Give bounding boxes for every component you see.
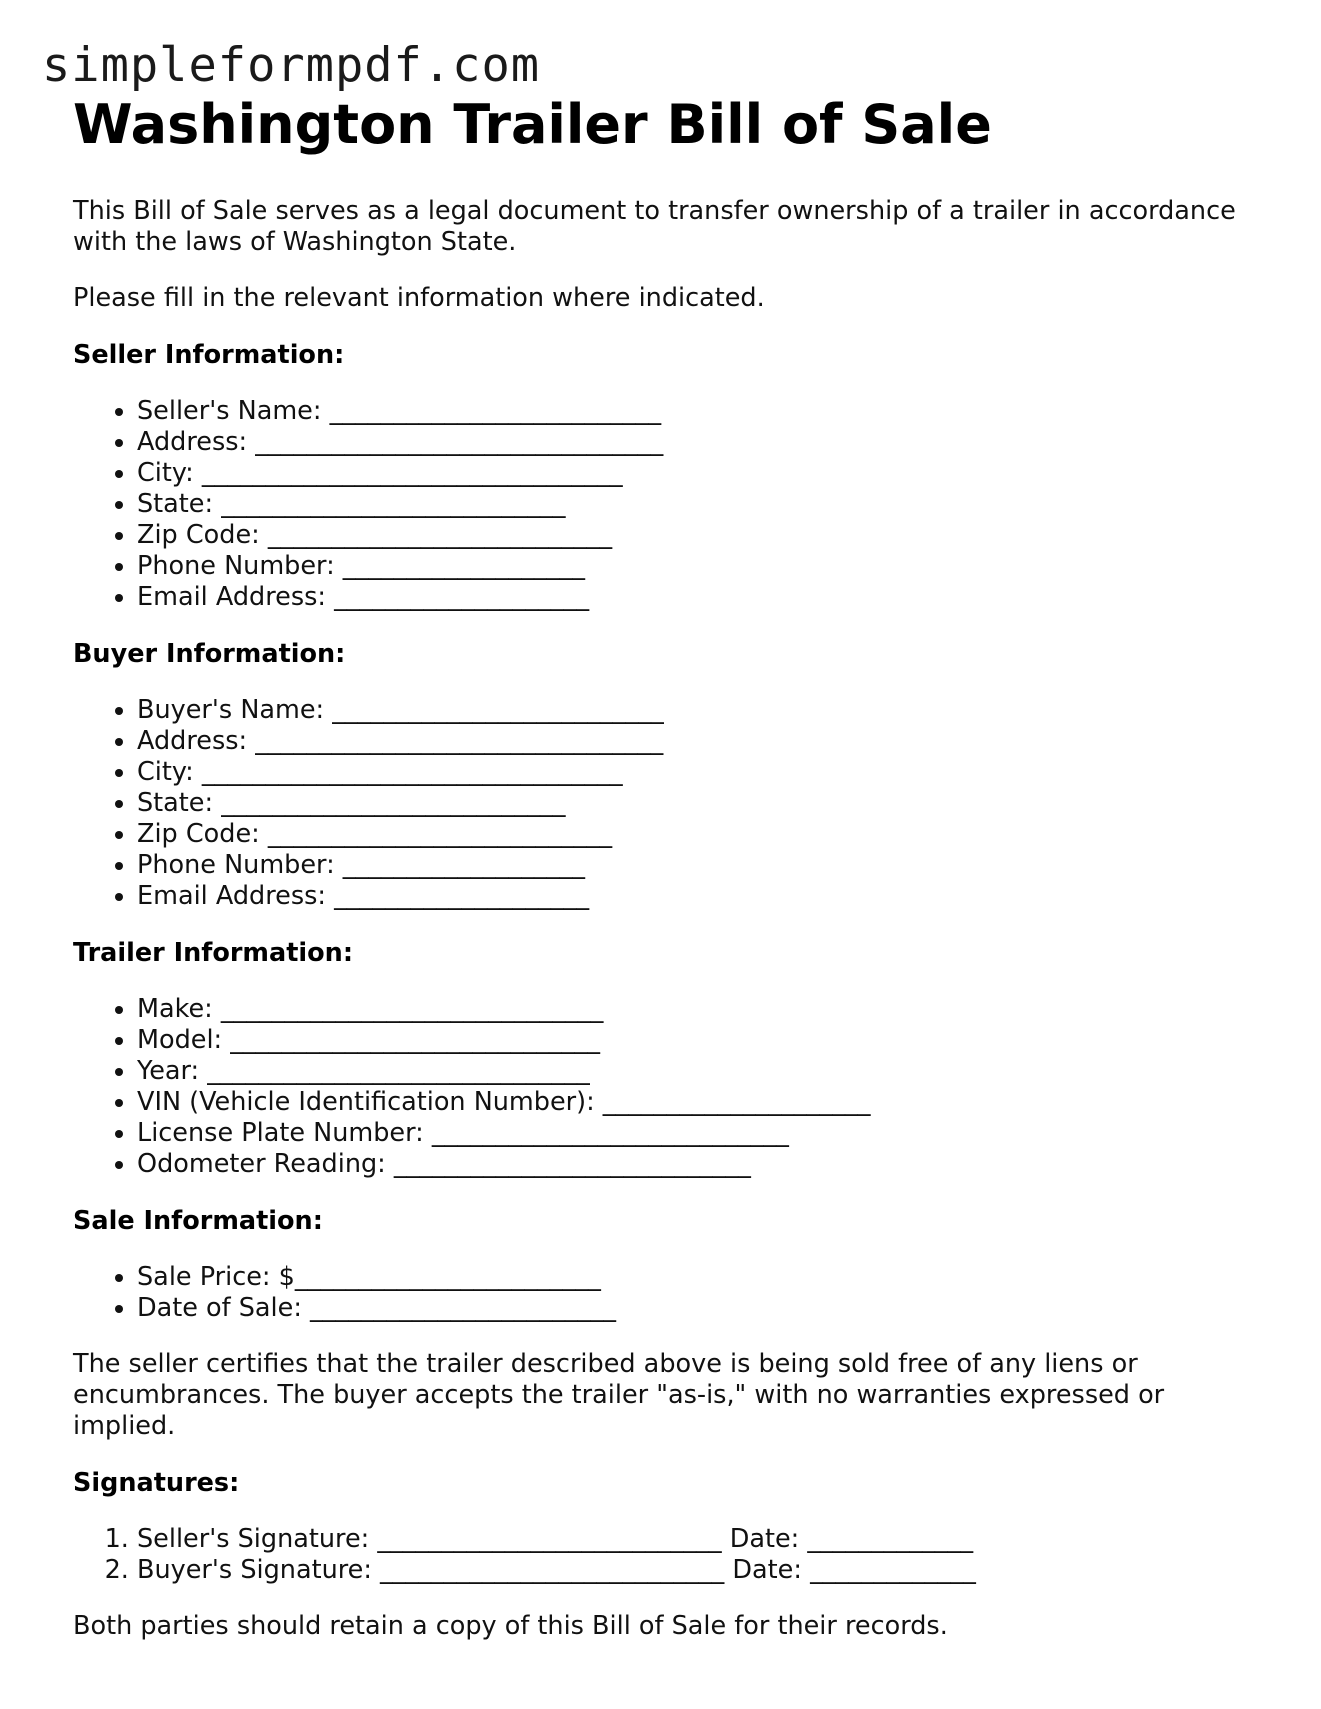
- field-label: Address:: [137, 726, 248, 756]
- field-label: Buyer's Signature:: [137, 1555, 372, 1585]
- field-label: State:: [137, 788, 214, 818]
- seller-city-field: [137, 458, 1253, 489]
- seller-signature-line: [137, 1524, 1253, 1555]
- field-label: Zip Code:: [137, 520, 260, 550]
- seller-zip-blank[interactable]: ___________________________: [267, 520, 613, 550]
- certification-paragraph: The seller certifies that the trailer described above is being sold free of any liens or encumbrances. The buyer accepts the trailer "as-is," with no warranties expressed or implied.: [73, 1349, 1165, 1441]
- buyer-signature-line: [137, 1555, 1253, 1586]
- field-label: Model:: [137, 1025, 223, 1055]
- buyer-name-field: [137, 695, 1253, 726]
- sale-heading: Sale Information:: [73, 1206, 323, 1236]
- closing-paragraph: Both parties should retain a copy of this Bill of Sale for their records.: [73, 1611, 948, 1641]
- seller-state-field: [137, 489, 1253, 520]
- buyer-zip-field: [137, 819, 1253, 850]
- seller-fields-list: [73, 396, 1253, 613]
- field-label: State:: [137, 489, 214, 519]
- seller-address-field: [137, 427, 1253, 458]
- seller-address-blank[interactable]: ________________________________: [255, 427, 664, 457]
- instructions-paragraph: Please fill in the relevant information where indicated.: [73, 283, 765, 313]
- field-label: License Plate Number:: [137, 1118, 424, 1148]
- trailer-make-field: [137, 994, 1253, 1025]
- field-label: Seller's Signature:: [137, 1524, 370, 1554]
- date-label: Date:: [732, 1555, 802, 1585]
- field-label: VIN (Vehicle Identification Number):: [137, 1087, 595, 1117]
- field-label: Seller's Name:: [137, 396, 322, 426]
- buyer-city-field: [137, 757, 1253, 788]
- seller-email-blank[interactable]: ____________________: [334, 582, 590, 612]
- field-label: Email Address:: [137, 881, 326, 911]
- field-label: City:: [137, 757, 194, 787]
- seller-email-field: [137, 582, 1253, 613]
- seller-state-blank[interactable]: ___________________________: [221, 489, 566, 519]
- buyer-state-field: [137, 788, 1253, 819]
- buyer-state-blank[interactable]: ___________________________: [221, 788, 566, 818]
- field-label: Zip Code:: [137, 819, 260, 849]
- field-label: Sale Price: $: [137, 1262, 295, 1292]
- buyer-signature-blank[interactable]: ___________________________: [380, 1555, 725, 1585]
- seller-phone-field: [137, 551, 1253, 582]
- seller-signature-date-blank[interactable]: _____________: [807, 1524, 974, 1554]
- field-label: Buyer's Name:: [137, 695, 325, 725]
- field-label: City:: [137, 458, 194, 488]
- trailer-year-blank[interactable]: ______________________________: [207, 1056, 590, 1086]
- buyer-address-blank[interactable]: ________________________________: [255, 726, 664, 756]
- trailer-fields-list: [73, 994, 1253, 1180]
- buyer-email-blank[interactable]: ____________________: [334, 881, 590, 911]
- signatures-list: [73, 1524, 1253, 1586]
- trailer-year-field: [137, 1056, 1253, 1087]
- seller-heading: Seller Information:: [73, 340, 345, 370]
- seller-signature-blank[interactable]: ___________________________: [377, 1524, 722, 1554]
- buyer-signature-date-blank[interactable]: _____________: [810, 1555, 976, 1585]
- trailer-heading: Trailer Information:: [73, 938, 354, 968]
- trailer-model-field: [137, 1025, 1253, 1056]
- buyer-phone-blank[interactable]: ___________________: [342, 850, 586, 880]
- field-label: Odometer Reading:: [137, 1149, 386, 1179]
- seller-name-field: [137, 396, 1253, 427]
- trailer-make-blank[interactable]: ______________________________: [220, 994, 604, 1024]
- seller-city-blank[interactable]: _________________________________: [201, 458, 623, 488]
- field-label: Make:: [137, 994, 213, 1024]
- buyer-heading: Buyer Information:: [73, 639, 346, 669]
- buyer-phone-field: [137, 850, 1253, 881]
- trailer-plate-field: [137, 1118, 1253, 1149]
- signatures-heading: Signatures:: [73, 1468, 240, 1498]
- trailer-vin-field: [137, 1087, 1253, 1118]
- buyer-city-blank[interactable]: _________________________________: [201, 757, 623, 787]
- field-label: Date of Sale:: [137, 1293, 302, 1323]
- intro-paragraph: This Bill of Sale serves as a legal document to transfer ownership of a trailer in accordance with the laws of Washington State.: [73, 196, 1236, 257]
- watermark: simpleformpdf.com: [42, 38, 541, 93]
- seller-phone-blank[interactable]: ___________________: [342, 551, 586, 581]
- trailer-odometer-blank[interactable]: ____________________________: [393, 1149, 751, 1179]
- sale-price-blank[interactable]: ________________________: [294, 1262, 601, 1292]
- buyer-fields-list: [73, 695, 1253, 912]
- buyer-email-field: [137, 881, 1253, 912]
- sale-date-blank[interactable]: ________________________: [310, 1293, 617, 1323]
- trailer-vin-blank[interactable]: _____________________: [602, 1087, 871, 1117]
- date-label: Date:: [729, 1524, 800, 1554]
- document-title: Washington Trailer Bill of Sale: [73, 93, 992, 156]
- buyer-zip-blank[interactable]: ___________________________: [267, 819, 613, 849]
- trailer-plate-blank[interactable]: ____________________________: [431, 1118, 789, 1148]
- document: [73, 92, 1253, 1642]
- seller-zip-field: [137, 520, 1253, 551]
- sale-price-field: [137, 1262, 1253, 1293]
- trailer-odometer-field: [137, 1149, 1253, 1180]
- buyer-address-field: [137, 726, 1253, 757]
- trailer-model-blank[interactable]: _____________________________: [230, 1025, 601, 1055]
- field-label: Address:: [137, 427, 248, 457]
- sale-date-field: [137, 1293, 1253, 1324]
- field-label: Email Address:: [137, 582, 326, 612]
- field-label: Phone Number:: [137, 551, 335, 581]
- field-label: Phone Number:: [137, 850, 335, 880]
- buyer-name-blank[interactable]: __________________________: [332, 695, 664, 725]
- sale-fields-list: [73, 1262, 1253, 1324]
- seller-name-blank[interactable]: __________________________: [329, 396, 662, 426]
- field-label: Year:: [137, 1056, 200, 1086]
